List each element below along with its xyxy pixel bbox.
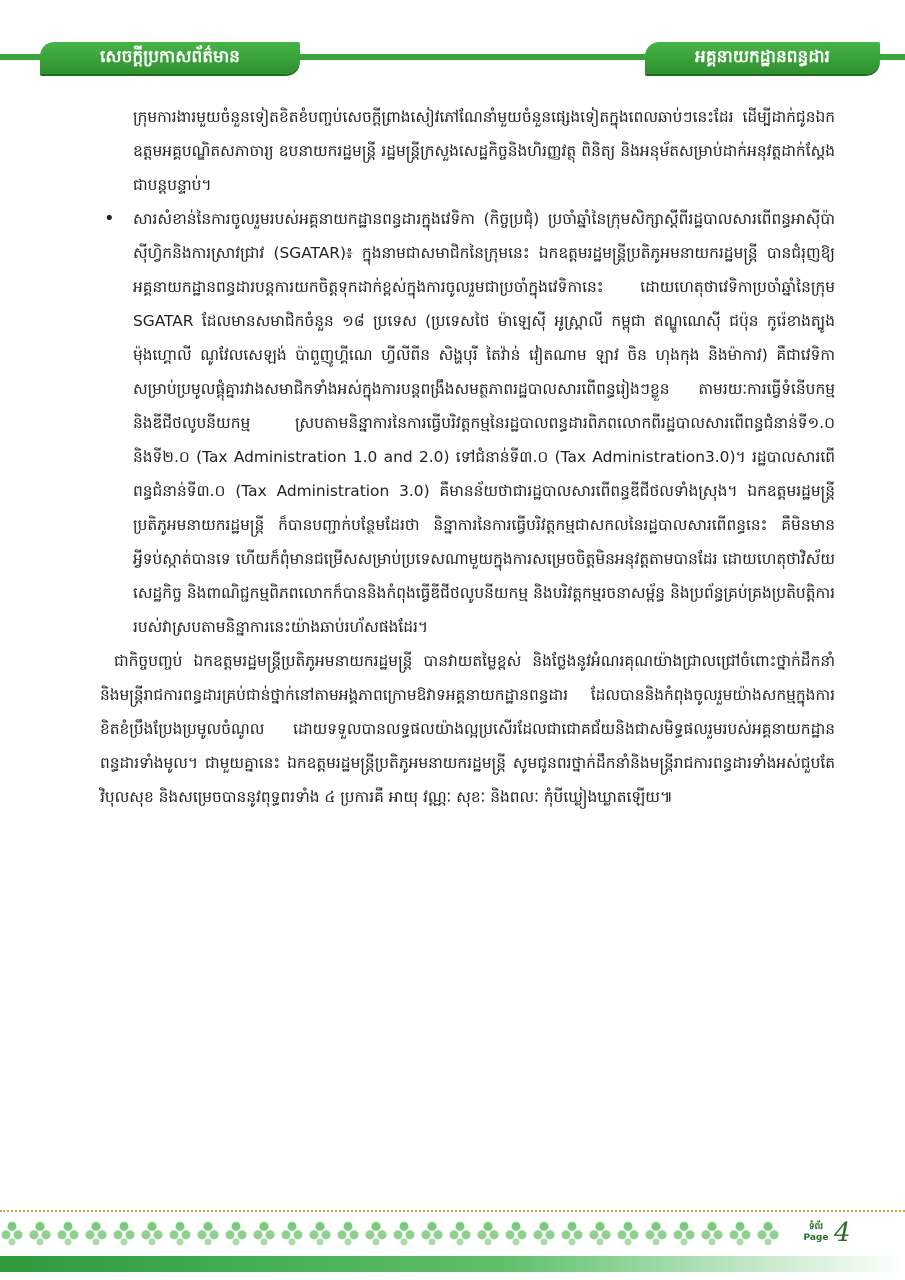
flower-ornament-icon bbox=[0, 1218, 24, 1246]
header-rule-right bbox=[880, 54, 905, 60]
flower-ornament-icon bbox=[252, 1218, 276, 1246]
flower-ornament-icon bbox=[28, 1218, 52, 1246]
flower-ornament-icon bbox=[644, 1218, 668, 1246]
footer-ornament-row bbox=[0, 1214, 790, 1250]
header-rule-left bbox=[0, 54, 40, 60]
flower-ornament-icon bbox=[616, 1218, 640, 1246]
flower-ornament-icon bbox=[280, 1218, 304, 1246]
flower-ornament-icon bbox=[56, 1218, 80, 1246]
flower-ornament-icon bbox=[168, 1218, 192, 1246]
page-number: 4 bbox=[834, 1218, 851, 1248]
header-right-tab bbox=[645, 42, 880, 74]
page-label bbox=[800, 1222, 832, 1244]
flower-ornament-icon bbox=[224, 1218, 248, 1246]
flower-ornament-icon bbox=[588, 1218, 612, 1246]
flower-ornament-icon bbox=[700, 1218, 724, 1246]
bullet-icon: • bbox=[104, 208, 115, 229]
flower-ornament-icon bbox=[448, 1218, 472, 1246]
flower-ornament-icon bbox=[308, 1218, 332, 1246]
header-right-title: អគ្គនាយកដ្ឋានពន្ធដារ bbox=[695, 46, 830, 67]
flower-ornament-icon bbox=[728, 1218, 752, 1246]
document-body bbox=[100, 100, 835, 814]
page-label-english: Page bbox=[803, 1233, 829, 1243]
flower-ornament-icon bbox=[476, 1218, 500, 1246]
flower-ornament-icon bbox=[112, 1218, 136, 1246]
header-left-title: សេចក្តីប្រកាសព័ត៌មាន bbox=[100, 46, 240, 67]
page-footer bbox=[0, 1200, 905, 1280]
page-label-khmer: ទំព័រ bbox=[808, 1222, 824, 1232]
flower-ornament-icon bbox=[140, 1218, 164, 1246]
flower-ornament-icon bbox=[756, 1218, 780, 1246]
closing-paragraph: ជាកិច្ចបញ្ចប់ ឯកឧត្តមរដ្ឋមន្ត្រីប្រតិភូអមនាយករដ្ឋមន្ត្រី បានវាយតម្លៃខ្ពស់ និងថ្លែងនូវអំណរគុណយ៉ាងជ្រាលជ្រៅចំពោះថ្នាក់ដឹកនាំ និងមន្ត្រីរាជការពន្ធដារគ្រប់ជាន់ថ្នាក់នៅតាមអង្គភាពក្រោមឱវាទអគ្គនាយកដ្ឋានពន្ធដារ ដែលបាននិងកំពុងចូលរួមយ៉ាងសកម្មក្នុងការខិតខំប្រឹងប្រែងប្រមូលចំណូល ដោយទទួលបានលទ្ធផលយ៉ាងល្អប្រសើរដែលជាជោគជ័យនិងជាសមិទ្ធផលរួមរបស់អគ្គនាយកដ្ឋានពន្ធដារទាំងមូល។ ជាមួយគ្នានេះ ឯកឧត្តមរដ្ឋមន្ត្រីប្រតិភូអមនាយករដ្ឋមន្ត្រី សូមជូនពរថ្នាក់ដឹកនាំនិងមន្ត្រីរាជការពន្ធដារទាំងអស់ជួបតែវិបុលសុខ និងសម្រេចបាននូវពុទ្ធពរទាំង ៤ ប្រការគឺ អាយុ វណ្ណៈ សុខៈ និងពលៈ កុំបីឃ្លៀងឃ្លាតឡើយ៕ bbox=[100, 652, 835, 806]
footer-gradient-bar bbox=[0, 1256, 905, 1272]
intro-paragraph: ក្រុមការងារមួយចំនួនទៀតខិតខំបញ្ចប់សេចក្តីព្រាងសៀវភៅណែនាំមួយចំនួនផ្សេងទៀតក្នុងពេលឆាប់ៗនេះដែរ ដើម្បីដាក់ជូនឯកឧត្តមអគ្គបណ្ឌិតសភាចារ្យ ឧបនាយករដ្ឋមន្ត្រី រដ្ឋមន្ត្រីក្រសួងសេដ្ឋកិច្ចនិងហិរញ្ញវត្ថុ ពិនិត្យ និងអនុម័តសម្រាប់ដាក់អនុវត្តដាក់ស្តែងជាបន្តបន្ទាប់។ bbox=[133, 108, 835, 194]
bullet-paragraph: សារសំខាន់នៃការចូលរួមរបស់អគ្គនាយកដ្ឋានពន្ធដារក្នុងវេទិកា (កិច្ចប្រជុំ) ប្រចាំឆ្នាំនៃក្រុមសិក្សាស្តីពីរដ្ឋបាលសារពើពន្ធអាស៊ីប៉ាស៊ីហ្វិកនិងការស្រាវជ្រាវ (SGATAR)៖ ក្នុងនាមជាសមាជិកនៃក្រុមនេះ ឯកឧត្តមរដ្ឋមន្ត្រីប្រតិភូអមនាយករដ្ឋមន្ត្រី បានជំរុញឱ្យអគ្គនាយកដ្ឋានពន្ធដារបន្តការយកចិត្តទុកដាក់ខ្ពស់ក្នុងការចូលរួមជាប្រចាំក្នុងវេទិកានេះ ដោយហេតុថាវេទិកាប្រចាំឆ្នាំនៃក្រុម SGATAR ដែលមានសមាជិកចំនួន ១៨ ប្រទេស (ប្រទេសថៃ ម៉ាឡេស៊ី អូស្ត្រាលី កម្ពុជា ឥណ្ឌូណេស៊ី ជប៉ុន កូរ៉េខាងត្បូង ម៉ុងហ្គោលី ណូវែលសេឡង់ ប៉ាពួញូហ្គីណេ ហ្វីលីពីន សិង្ហបុរី តៃវ៉ាន់ វៀតណាម ឡាវ ចិន ហុងកុង និងម៉ាកាវ) គឺជាវេទិកាសម្រាប់ប្រមូលផ្តុំគ្នារវាងសមាជិកទាំងអស់ក្នុងការបន្តពង្រឹងសមត្ថភាពរដ្ឋបាលសារពើពន្ធរៀងៗខ្លួន តាមរយៈការធ្វើទំនើបកម្ម និងឌីជីថលូបនីយកម្ម ស្របតាមនិន្នាការនៃការធ្វើបរិវត្តកម្មនៃរដ្ឋបាលពន្ធដារពិភពលោកពីរដ្ឋបាលសារពើពន្ធជំនាន់ទី១.០ និងទី២.០ (Tax Administration 1.0 and 2.0) ទៅជំនាន់ទី៣.០ (Tax Administration3.0)។ រដ្ឋបាលសារពើពន្ធជំនាន់ទី៣.០ (Tax Administration 3.0) គឺមានន័យថាជារដ្ឋបាលសារពើពន្ធឌីជីថលទាំងស្រុង។ ឯកឧត្តមរដ្ឋមន្ត្រីប្រតិភូអមនាយករដ្ឋមន្ត្រី ក៏បានបញ្ជាក់បន្ថែមដែរថា និន្នាការនៃការធ្វើបរិវត្តកម្មជាសកលនៃរដ្ឋបាលសារពើពន្ធនេះ គឺមិនមានអ្វីទប់ស្កាត់បានទេ ហើយក៏ពុំមានជម្រើសសម្រាប់ប្រទេសណាមួយក្នុងការសម្រេចចិត្តមិនអនុវត្តតាមបានដែរ ដោយហេតុថាវិស័យសេដ្ឋកិច្ច និងពាណិជ្ជកម្មពិភពលោកក៏បាននិងកំពុងធ្វើឌីជីថលូបនីយកម្ម និងបរិវត្តកម្មរចនាសម្ព័ន្ធ និងប្រព័ន្ធគ្រប់គ្រងប្រតិបត្តិការរបស់វាស្របតាមនិន្នាការនេះយ៉ាងឆាប់រហ័សផងដែរ។ bbox=[133, 210, 835, 636]
flower-ornament-icon bbox=[672, 1218, 696, 1246]
flower-ornament-icon bbox=[504, 1218, 528, 1246]
page-header bbox=[0, 0, 905, 90]
flower-ornament-icon bbox=[84, 1218, 108, 1246]
flower-ornament-icon bbox=[364, 1218, 388, 1246]
header-rule-middle bbox=[300, 54, 645, 60]
flower-ornament-icon bbox=[392, 1218, 416, 1246]
flower-ornament-icon bbox=[196, 1218, 220, 1246]
flower-ornament-icon bbox=[532, 1218, 556, 1246]
header-left-tab bbox=[40, 42, 300, 74]
bullet-list-item bbox=[100, 202, 835, 644]
flower-ornament-icon bbox=[560, 1218, 584, 1246]
flower-ornament-icon bbox=[420, 1218, 444, 1246]
flower-ornament-icon bbox=[336, 1218, 360, 1246]
